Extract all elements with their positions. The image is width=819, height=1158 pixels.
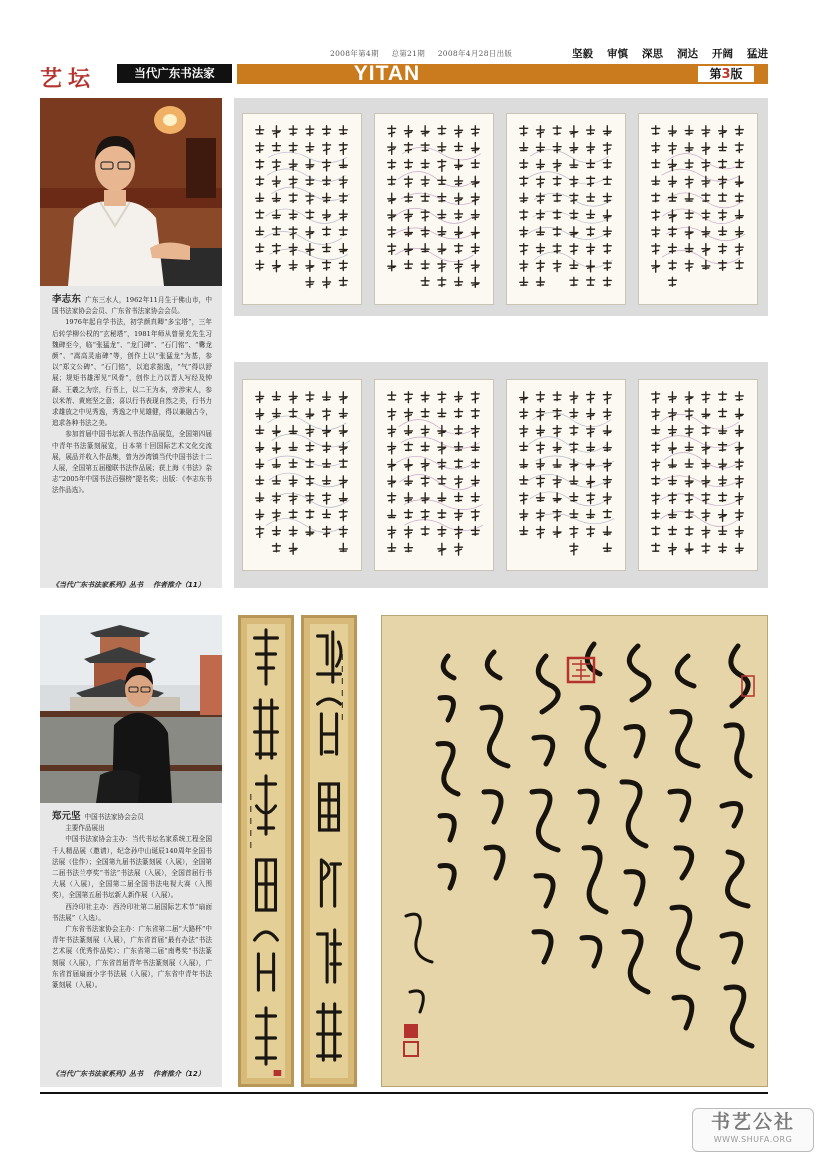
motto-item: 坚毅 xyxy=(572,48,593,60)
calligraphy-sheet xyxy=(506,113,626,305)
artist2-paragraph: 中国书法家协会主办：当代书坛名家系统工程全国千人精品展（邀请），纪念孙中山诞辰140周年全国书法展（佳作）；全国第九届书法篆刻展（入展），全国第二届书法兰亭奖“书法”书法展（入展），全国首届行书大展（入展），全国第二届全国书法电视大赛（入围奖），全国第五届书坛新人新作展（入展）。 xyxy=(52,835,212,900)
watermark-url: WWW.SHUFA.ORG xyxy=(713,1135,793,1144)
series-subtitle: 作者推介（11） xyxy=(153,581,205,589)
calligraphy-sheet xyxy=(374,113,494,305)
artist2-paragraph: 西泠印社主办：西泠印社第二届国际艺术节“扇面书法展”（入选）。 xyxy=(52,902,212,922)
artist2-panel xyxy=(40,615,222,1087)
publish-date: 2008年4月28日出版 xyxy=(437,49,513,58)
calligraphy-sheet xyxy=(638,113,758,305)
series-title: 《当代广东书法家系列》丛书 xyxy=(52,581,143,589)
motto-item: 洞达 xyxy=(677,48,698,60)
series-subtitle: 作者推介（12） xyxy=(153,1070,205,1078)
motto-item: 深思 xyxy=(642,48,663,60)
artist1-panel xyxy=(40,98,222,588)
artist1-intro: 广东三水人，1962年11月生于佛山市，中国书法家协会会员、广东省书法家协会会员。 xyxy=(52,296,212,316)
column-name: 当代广东书法家 xyxy=(117,64,232,83)
artist1-bio xyxy=(52,294,212,497)
series-title: 《当代广东书法家系列》丛书 xyxy=(52,1070,143,1078)
calligraphy-sheet xyxy=(374,379,494,571)
motto-item: 审慎 xyxy=(607,48,628,60)
artist2-bio xyxy=(52,811,212,991)
calligraphy-sheet xyxy=(242,113,362,305)
total-issue: 总第21期 xyxy=(391,49,425,58)
artist2-paragraph: 广东省书法家协会主办：广东省第二届“大路杯”中青年书法篆刻展（入展），广东省首届“最有办法”书法艺术展（优秀作品奖）；广东省第二届“南粤奖”书法篆刻展（入展），广东省首届青年书法篆刻展（入展），广东省首届扇面小字书法展（入展），广东省中青年书法篆刻展（入展）。 xyxy=(52,925,212,990)
artist1-photo xyxy=(40,98,222,286)
artist1-series xyxy=(52,580,205,590)
calligraphy-sheet xyxy=(638,379,758,571)
page-number-label: 第3版 xyxy=(698,66,754,82)
motto-item: 开阔 xyxy=(712,48,733,60)
couplet-scroll-right xyxy=(301,615,357,1087)
watermark-name: 书艺公社 xyxy=(710,1111,795,1133)
motto-item: 猛进 xyxy=(747,48,768,60)
cursive-calligraphy-artwork xyxy=(381,615,768,1087)
artist1-paragraph: 参加首届中国书坛新人书法作品展览，全国第四届中青年书法篆刻展览，日本第十回国际艺术文化交流展，展品并收入作品集，曾为沙湾镇当代中国书法十二人展，全国第五届楹联书法作品展；获上海《书法》杂志“2005年中国书法百强榜”提名奖；出版：《李志东书法作品选》。 xyxy=(52,430,212,495)
calligraphy-sheet xyxy=(506,379,626,571)
artist1-paragraph: 1976年起自学书法，初学颜真卿“多宝塔”，三年后转学柳公权的“玄秘塔”，1981年师从曾景充先生习魏碑至今，临“张猛龙”、“龙门碑”、“石门铭”、“爨龙颜”、“嵩高灵庙碑”等，创作上以“张猛龙”为基，参以“郑文公碑”、“石门铭”，以追求拙逸，“气”得以舒展；规矩书雄浑见“风骨”，创作上乃以晋人写经及钟繇、王羲之为宗，行书上，以二王为本，旁涉宋人，参以米芾、黄庭坚之意；喜以行书表现自然之美，行书力求雄放之中见秀逸，秀逸之中见雄健，得以兼融古今，追求各种书法之美。 xyxy=(52,318,212,428)
artist2-photo xyxy=(40,615,222,803)
bottom-rule xyxy=(40,1092,768,1094)
artist2-paragraph: 主要作品展出 xyxy=(65,824,105,833)
artist2-name: 郑元坚 xyxy=(52,811,81,822)
artist1-name: 李志东 xyxy=(52,294,82,305)
site-watermark xyxy=(692,1108,814,1152)
motto-list xyxy=(572,46,768,61)
artwork-panel-middle xyxy=(234,362,768,588)
page-number: 3 xyxy=(721,67,731,82)
masthead-title: YITAN xyxy=(353,62,421,85)
yitan-logo: 艺坛 xyxy=(40,66,97,92)
artwork-panel-top xyxy=(234,98,768,316)
issue-number: 2008年第4期 xyxy=(330,49,379,58)
issue-info xyxy=(330,48,522,59)
artist2-title: 中国书法家协会会员 xyxy=(84,813,144,821)
couplet-scroll-left xyxy=(238,615,294,1087)
calligraphy-sheet xyxy=(242,379,362,571)
artist2-series xyxy=(52,1069,205,1079)
